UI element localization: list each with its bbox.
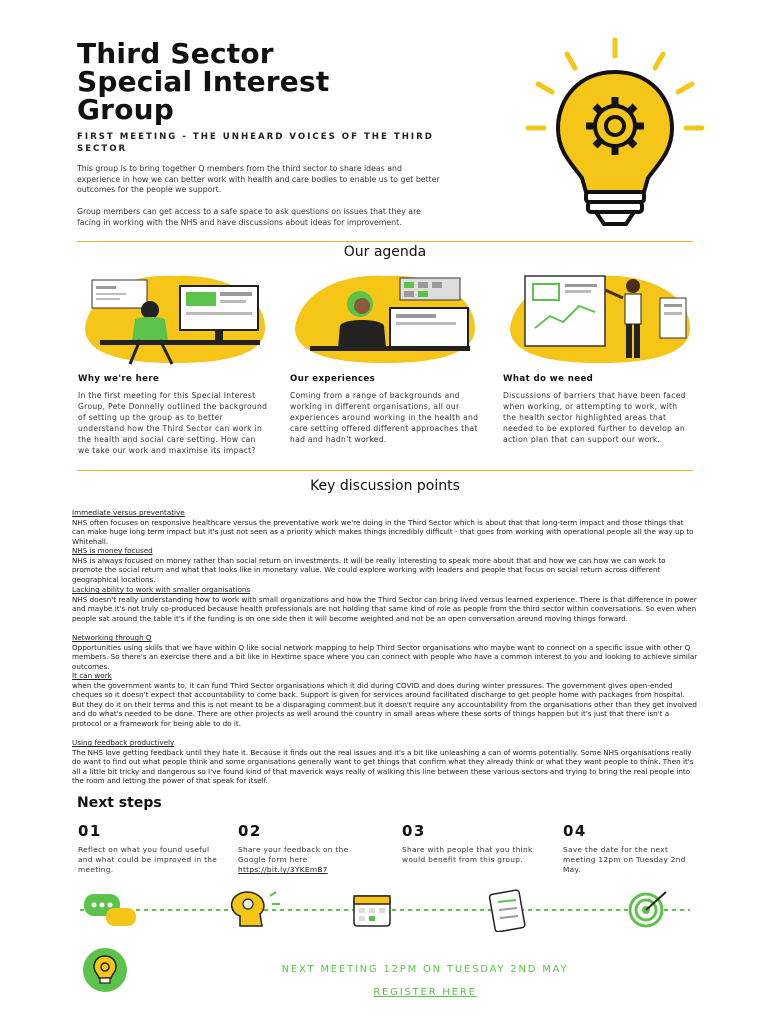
title-line-2: Special Interest bbox=[77, 65, 330, 98]
chat-bubbles-icon bbox=[84, 894, 136, 926]
agenda-col-1-text: In the first meeting for this Special Interest Group, Pete Donnelly outlined the background of setting up the group as to better understand how the Third Sector can work in the health and social care setting. How can we take our work and maximise its impact? bbox=[78, 391, 268, 455]
step-4-number: 04 bbox=[563, 822, 587, 840]
agenda-col-2-heading: Our experiences bbox=[290, 374, 376, 384]
intro-paragraph-1: This group is to bring together Q members from the third sector to share ideas and experience in how we can better work with health and care bodies to enable us to get better outcomes for the people we support. bbox=[77, 164, 440, 195]
next-steps-heading: Next steps bbox=[77, 795, 162, 811]
agenda-heading: Our agenda bbox=[343, 244, 427, 260]
agenda-col-3-text: Discussions of barriers that have been faced when working, or attempting to work, with the health sector highlighted areas that needed to be explored further to develop an action plan that can support our work. bbox=[503, 391, 686, 444]
divider bbox=[77, 470, 693, 471]
key-point-text: The NHS love getting feedback until they hate it. Because it finds out the real issues and it's a bit like unleashing a can of worms potentially. Some NHS organisations really do want to find out what people think and some organisations generally want to get things that confirm what they already think or what they want people to think. Then it's all a little bit tricky and dangerous so I've found kind of that maverick ways really of walking this line between these various sectors and trying to bring the real people into the room and letting the power of that speak for itself. bbox=[72, 747, 694, 786]
step-3-text: Share with people that you think would benefit from this group. bbox=[402, 845, 533, 865]
step-2-text: Share your feedback on the Google form here bbox=[238, 845, 349, 865]
key-point-3 bbox=[72, 585, 698, 623]
steps-icon-strip bbox=[70, 888, 700, 932]
page-subtitle: FIRST MEETING - THE UNHEARD VOICES OF THE THIRD SECTOR bbox=[77, 132, 434, 154]
key-point-heading: Networking through Q bbox=[72, 633, 152, 642]
step-2-number: 02 bbox=[238, 822, 262, 840]
step-4-text: Save the date for the next meeting 12pm on Tuesday 2nd May. bbox=[563, 845, 686, 875]
register-link[interactable]: REGISTER HERE bbox=[373, 987, 477, 998]
key-point-heading: Immediate versus preventative bbox=[72, 508, 185, 517]
key-point-text: NHS often focuses on responsive healthcare versus the preventative work we're doing in the Third Sector which is about that that long-term impact and those things that can make huge long term impact but it's just not seen as a priority which makes things incredibly difficult - that goes from working with operational people all the way up to Whitehall. bbox=[72, 517, 694, 546]
key-point-text: NHS is always focused on money rather than social return on investments. It will be really interesting to speak more about that and how we can how we can work to promote the social return and what that looks like in monetary value. We could explore working with leaders and people that focus on social return across different geographical locations. bbox=[72, 555, 666, 584]
key-points-heading: Key discussion points bbox=[310, 478, 460, 494]
step-2 bbox=[238, 845, 378, 876]
presentation-illustration bbox=[505, 268, 695, 368]
step-1-text: Reflect on what you found useful and what could be improved in the meeting. bbox=[78, 845, 218, 875]
calendar-icon bbox=[354, 896, 390, 926]
agenda-col-3-heading: What do we need bbox=[503, 374, 594, 384]
key-point-heading: It can work bbox=[72, 671, 112, 680]
agenda-col-2-text: Coming from a range of backgrounds and working in different organisations, all our experiences around working in the health and care setting offered different approaches that had and hadn't worked. bbox=[290, 391, 479, 444]
key-point-heading: NHS is money focused bbox=[72, 546, 153, 555]
title-line-1: Third Sector bbox=[77, 37, 274, 70]
agenda-col-1-heading: Why we're here bbox=[78, 374, 160, 384]
next-meeting-banner: NEXT MEETING 12PM ON TUESDAY 2ND MAY bbox=[281, 964, 569, 975]
target-icon bbox=[630, 892, 666, 926]
phone-call-illustration bbox=[290, 268, 480, 368]
office-desk-illustration bbox=[80, 268, 270, 368]
divider bbox=[77, 241, 693, 242]
key-point-2 bbox=[72, 546, 698, 584]
key-point-heading: Using feedback productively bbox=[72, 738, 175, 747]
checklist-clipboard-icon bbox=[489, 890, 525, 932]
key-point-text: NHS doesn't really understanding how to work with small organizations and how the Third Sector can bring lived versus learned experience. There is that difference in power and maybe it's not truly co-produced because health professionals are not holding that same kind of role as people from the third sector within conversations. So even when people sat around the table it's if the funding is on one side then it will become weighted and not be an open conversation around moving things forward. bbox=[72, 594, 697, 623]
step-3-number: 03 bbox=[402, 822, 426, 840]
intro-paragraph-2: Group members can get access to a safe space to ask questions on issues that they are facing in working with the NHS and have discussions about ideas for improvement. bbox=[77, 207, 421, 227]
key-point-1 bbox=[72, 508, 698, 546]
title-line-3: Group bbox=[77, 93, 175, 126]
key-point-text: Opportunities using skills that we have within Q like social network mapping to help Third Sector organisations who maybe want to connect on a specific issue with other Q members. So there's an exercise there and a bit like in Hextime space where you can connect with people who have a common interest to you and looking to achieve similar outcomes. bbox=[72, 642, 698, 671]
lightbulb-gear-icon bbox=[520, 36, 710, 236]
step-1-number: 01 bbox=[78, 822, 102, 840]
key-point-6 bbox=[72, 738, 698, 786]
key-point-5 bbox=[72, 671, 698, 729]
page-title bbox=[77, 37, 497, 126]
key-point-heading: Lacking ability to work with smaller organisations bbox=[72, 585, 251, 594]
feedback-form-link[interactable]: https://bit.ly/3YKEmB7 bbox=[238, 865, 328, 875]
key-point-4 bbox=[72, 633, 698, 671]
key-point-text: when the government wants to, it can fund Third Sector organisations which it did during COVID and does during winter pressures. The government gives open-ended cheques so it doesn't expect that accountability to come back. Support is given for services around facilitated discharge to get people home with packages from hospital. But they do it on their terms and this is not meant to be a disparaging comment but it doesn't require any accountability from the organisations other than they get involved and do what's needed to be done. There are other projects as well around the country in small areas where these sorts of things happen but it's just that there isn't a protocol or a framework for being able to do it. bbox=[72, 680, 697, 728]
